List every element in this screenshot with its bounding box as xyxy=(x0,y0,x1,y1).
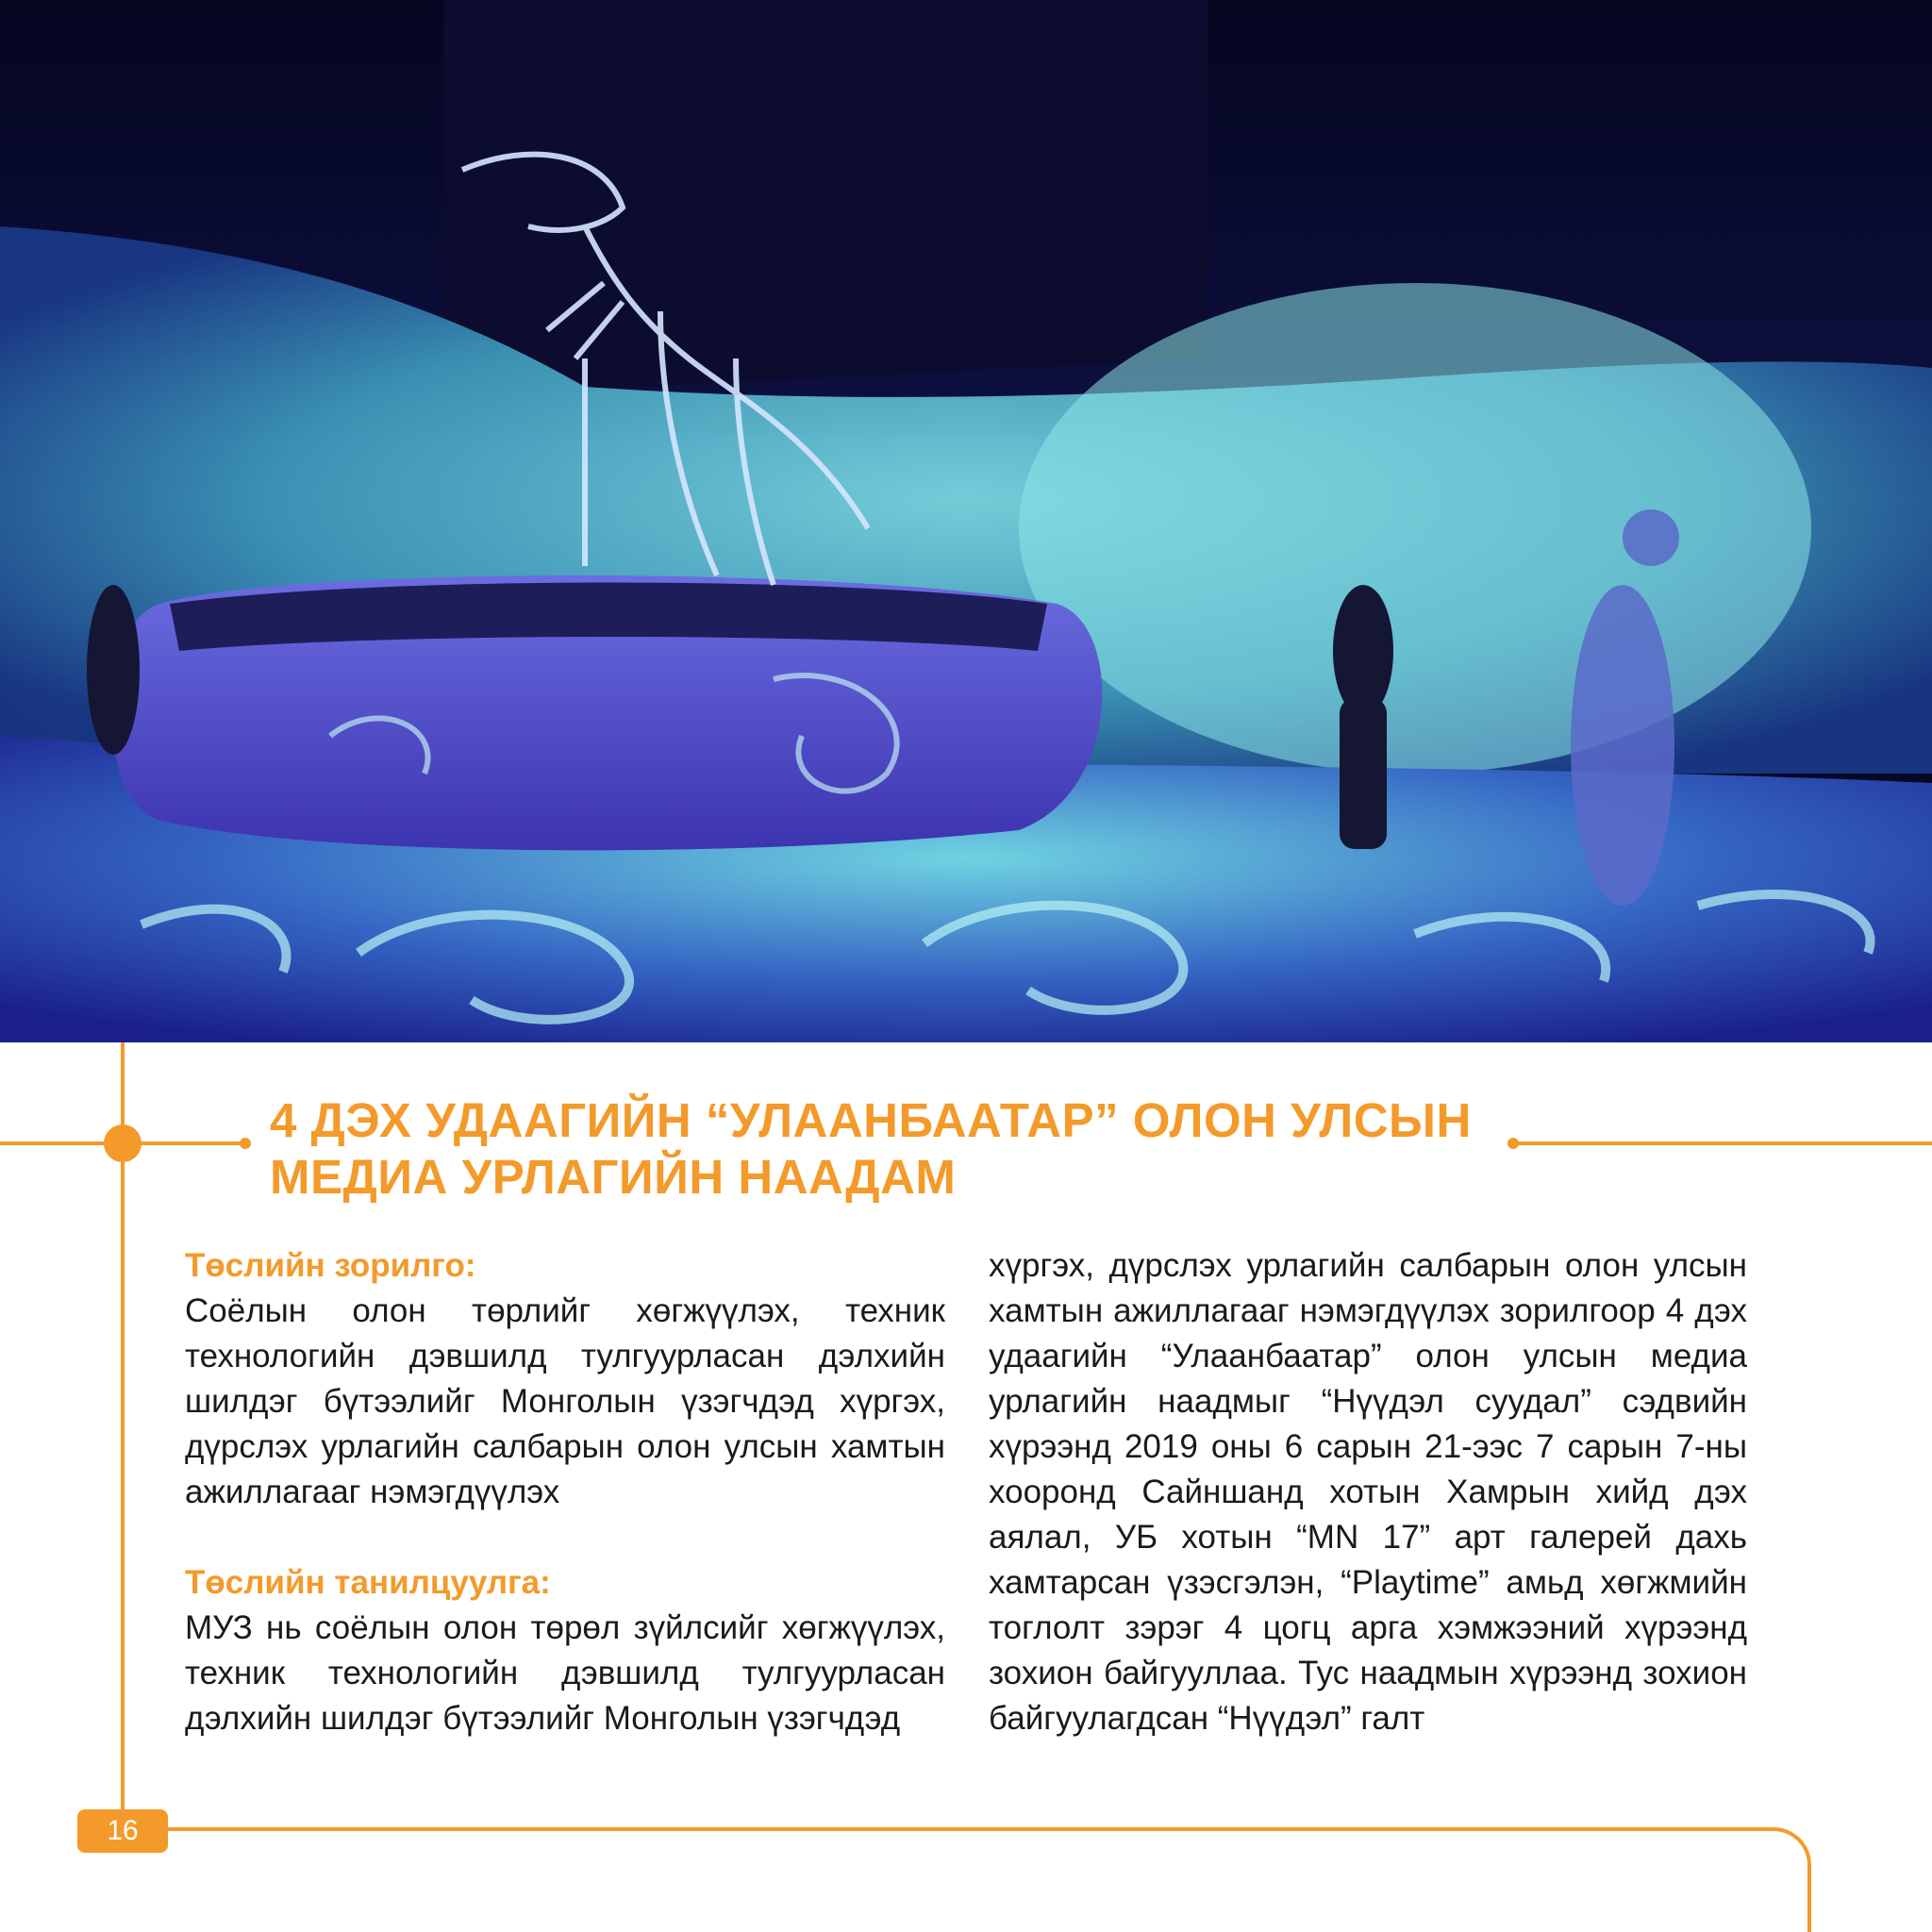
frame-bottom-line xyxy=(168,1827,1772,1831)
paragraph-gap xyxy=(185,1515,945,1560)
frame-title-left-end-dot xyxy=(240,1138,251,1149)
intro-paragraph-right: хүргэх, дүрслэх урлагийн салбарын олон улсын хамтын ажиллагааг нэмэгдүүлэх зорилгоор 4 дэх удаагийн “Улаанбаатар” олон улсын медиа урлагийн наадмыг “Нүүдэл суудал” сэдвийн хүрээнд 2019 оны 6 сарын 21-ээс 7 сарын 7-ны хооронд Сайншанд хотын Хамрын хийд дэх аялал, УБ хотын “MN 17” арт галерей дахь хамтарсан үзэсгэлэн, “Playtime” амьд хөгжмийн тоглолт зэрэг 4 цогц арга хэмжээний хүрээнд зохион байгууллаа. Тус наадмын хүрээнд зохион байгуулагдсан “Нүүдэл” галт xyxy=(989,1247,1747,1737)
text-column-right xyxy=(989,1243,1747,1741)
frame-title-right-end-dot xyxy=(1507,1138,1519,1149)
frame-right-vertical xyxy=(1807,1868,1811,1932)
goal-paragraph: Соёлын олон төрлийг хөгжүүлэх, техник технологийн дэвшилд тулгуурласан дэлхийн шилдэг бүтээлийг Монголын үзэгчдэд хүргэх, дүрслэх урлагийн салбарын олон улсын хамтын ажиллагааг нэмэгдүүлэх xyxy=(185,1292,945,1510)
frame-title-left-dot xyxy=(104,1124,142,1162)
intro-heading: Төслийн танилцуулга: xyxy=(185,1564,551,1601)
article-title-line-1: 4 ДЭХ УДААГИЙН “УЛААНБААТАР” ОЛОН УЛСЫН xyxy=(270,1093,1472,1147)
article-title-line-2: МЕДИА УРЛАГИЙН НААДАМ xyxy=(270,1150,957,1204)
goal-heading: Төслийн зорилго: xyxy=(185,1247,476,1284)
text-column-left xyxy=(185,1243,945,1741)
frame-bottom-right-corner xyxy=(1764,1827,1811,1874)
article-title xyxy=(270,1092,1496,1206)
frame-title-right-line xyxy=(1513,1141,1932,1145)
intro-paragraph-left: МУЗ нь соёлын олон төрөл зүйлсийг хөгжүүлэх, техник технологийн дэвшилд тулгуурласан дэлхийн шилдэг бүтээлийг Монголын үзэгчдэд xyxy=(185,1609,945,1737)
page-number-badge: 16 xyxy=(77,1809,168,1853)
